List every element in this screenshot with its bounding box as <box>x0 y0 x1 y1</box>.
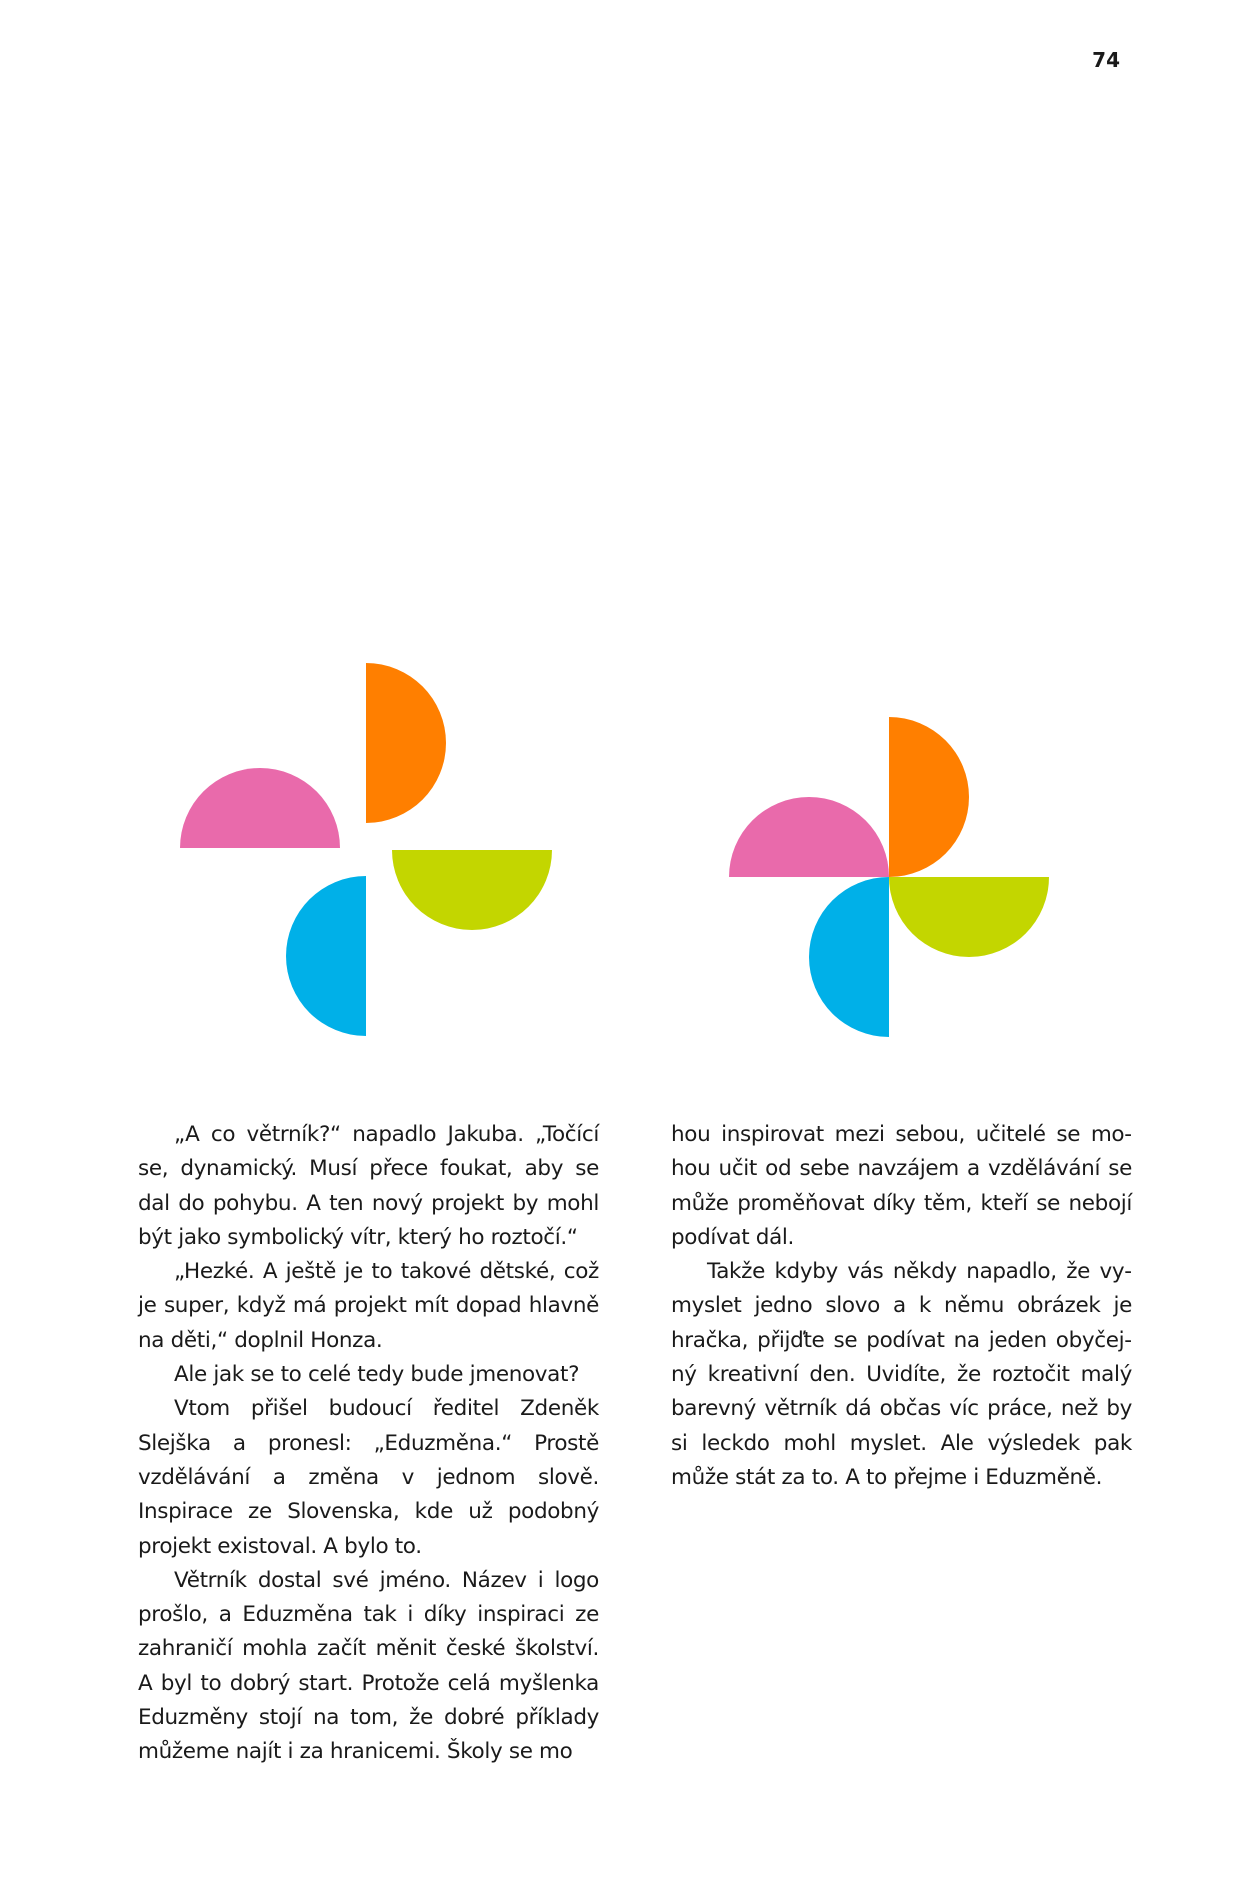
pink-blade <box>729 797 889 877</box>
pinwheel-spread-icon <box>180 663 552 1036</box>
paragraph: Větrník dostal své jméno. Název i logo prošlo, a Eduzměna tak i díky inspiraci ze zahraničí mohla začít měnit české školství. A byl to dobrý start. Protože celá myšlenka Eduzměny stojí na tom, že dobré příklady můžeme najít i za hranicemi. Školy se mo <box>138 1567 599 1765</box>
pink-blade <box>180 768 340 848</box>
paragraph: Ale jak se to celé tedy bude jmenovat? <box>174 1362 580 1388</box>
orange-blade <box>366 663 446 823</box>
blue-blade <box>286 876 366 1036</box>
text-columns <box>138 1118 1132 1770</box>
paragraph: Takže kdyby vás někdy napadlo, že vymyslet jedno slovo a k němu obrázek je hračka, přijďte se podívat na jeden obyčejný kreativní den. Uvidíte, že roztočit malý barevný větrník dá občas víc práce, než by si leckdo mohl myslet. Ale výsledek pak může stát za to. A to přejme i Eduzměně. <box>671 1259 1132 1490</box>
paragraph: „A co větrník?“ napadlo Jakuba. „Točící se, dynamický. Musí přece foukat, aby se dal do pohybu. A ten nový projekt by mohl být jako symbolický vítr, který ho roztočí.“ <box>138 1122 599 1250</box>
orange-blade <box>889 717 969 877</box>
paragraph-continuation: hou inspirovat mezi sebou, učitelé se mohou učit od sebe navzájem a vzdělávání se může proměňovat díky těm, kteří se nebojí podívat dál. <box>671 1122 1132 1250</box>
right-column <box>671 1118 1132 1770</box>
green-blade <box>889 877 1049 957</box>
page-number: 74 <box>1092 48 1120 72</box>
paragraph: „Hezké. A ještě je to takové dětské, což je super, když má projekt mít dopad hlavně na děti,“ doplnil Honza. <box>138 1259 599 1353</box>
left-column <box>138 1118 599 1770</box>
blue-blade <box>809 877 889 1037</box>
paragraph: Vtom přišel budoucí ředitel Zdeněk Slejška a pronesl: „Eduzměna.“ Prostě vzdělávání a změna v jednom slově. Inspirace ze Slovenska, kde už podobný projekt existoval. A bylo to. <box>138 1396 599 1559</box>
green-blade <box>392 850 552 930</box>
pinwheel-joined-icon <box>729 717 1049 1037</box>
